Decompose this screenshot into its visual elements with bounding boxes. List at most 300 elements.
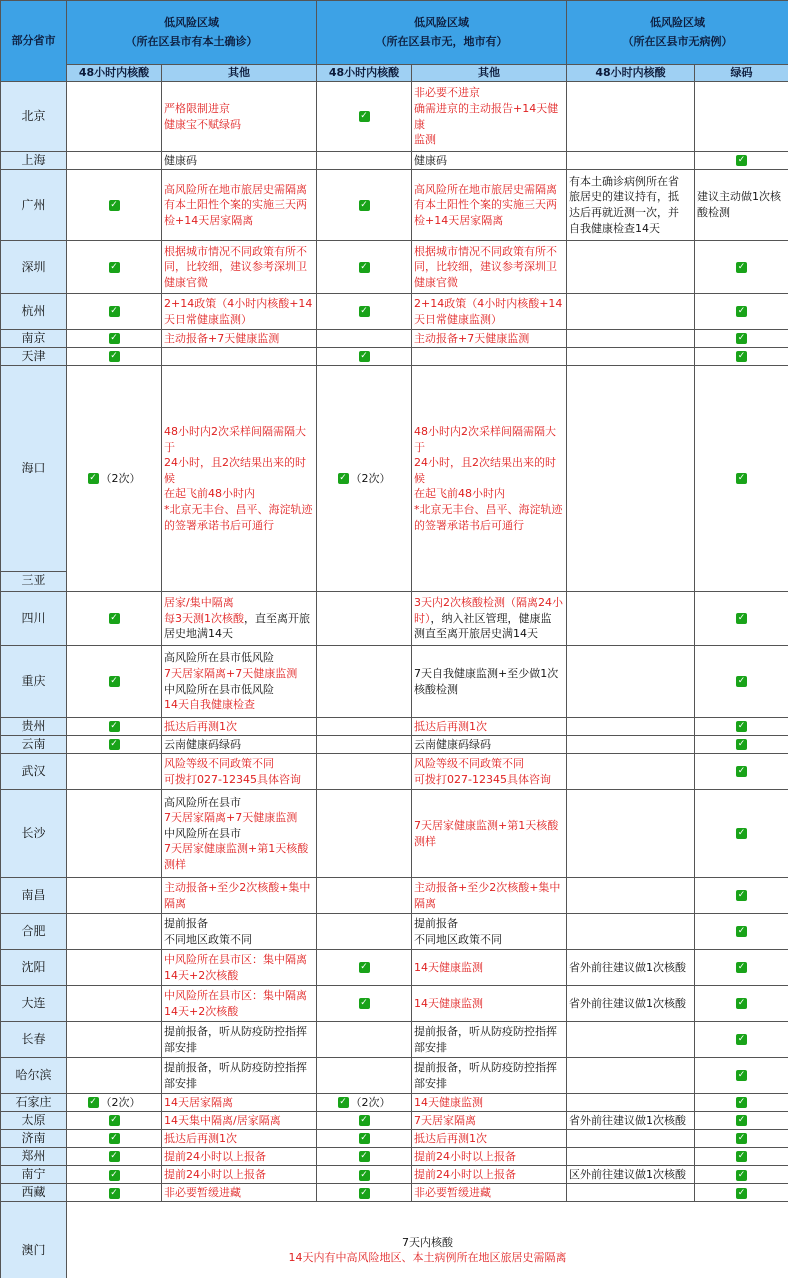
check-icon: ✓ (89, 1097, 97, 1108)
check-icon: ✓ (110, 721, 118, 732)
cell-text-line: 时），纳入社区管理，健康监 (414, 611, 552, 625)
check-icon: ✓ (737, 351, 746, 362)
check-icon: ✓ (360, 998, 368, 1009)
cell-nat-2: ✓ （2次） (317, 366, 412, 592)
check-icon: ✓ (360, 1133, 368, 1144)
subheader-nat-3: 48小时内核酸 (567, 65, 695, 82)
cell-other-1 (162, 790, 317, 878)
cell-text-line: 高风险所在县市 (164, 795, 241, 809)
cell-nat-2 (317, 170, 412, 241)
cell-text-line: 确需进京的主动报告+14天健康 (414, 101, 559, 131)
cell-nat-1 (67, 646, 162, 718)
cell-other-2 (412, 1058, 567, 1094)
cell-other-1 (162, 646, 317, 718)
cell-text-line: 酸检测 (697, 206, 730, 220)
table-row (1, 592, 788, 646)
cell-text-line: 可拨打027-12345具体咨询 (414, 772, 551, 786)
check-icon: ✓ (737, 766, 746, 777)
cell-text-line: 根据城市情况不同政策有所不 (164, 244, 307, 258)
cell-nat-1 (67, 736, 162, 754)
city-cell: 武汉 (1, 754, 67, 790)
check-icon: ✓ (737, 1169, 746, 1180)
city-cell: 南昌 (1, 878, 67, 914)
cell-nat-1 (67, 790, 162, 878)
cell-text-line: 旅居史的建议持有，抵 (569, 190, 679, 204)
city-cell: 海口 (1, 366, 67, 572)
cell-nat-2 (317, 986, 412, 1022)
cell-text-line: 抵达后再测1次 (164, 1131, 237, 1145)
cell-text-line: 高风险所在地市旅居史需隔离 (164, 182, 307, 196)
cell-nat-2 (317, 718, 412, 736)
table-row (1, 294, 788, 330)
cell-text-line: 7天居家隔离+7天健康监测 (164, 667, 298, 681)
cell-text-line: 部安排 (164, 1076, 197, 1090)
check-icon: ✓ (110, 1151, 118, 1162)
cell-green-code (695, 646, 788, 718)
table-row (1, 718, 788, 736)
table-row (1, 241, 788, 294)
cell-text-line: 7天居家隔离+7天健康监测 (164, 811, 298, 825)
check-icon: ✓ (89, 473, 97, 484)
cell-nat-3 (567, 790, 695, 878)
cell-nat-3 (567, 1058, 695, 1094)
table-row (1, 736, 788, 754)
cell-other-1 (162, 914, 317, 950)
cell-nat-2 (317, 348, 412, 366)
cell-text-line: 健康码 (164, 153, 197, 167)
cell-text-line: 14天+2次核酸 (164, 1004, 239, 1018)
cell-text-line: 同，比较细，建议参考深圳卫 (164, 260, 307, 274)
cell-text-line: 中风险所在县市 (164, 826, 241, 840)
cell-other-2 (412, 152, 567, 170)
cell-text-line: 48小时内2次采样间隔需隔大于 (164, 424, 306, 454)
check-icon: ✓ (360, 306, 368, 317)
cell-text-line: 测样 (414, 834, 436, 848)
header-region: 部分省市 (1, 1, 67, 82)
cell-other-2 (412, 754, 567, 790)
cell-nat-1 (67, 986, 162, 1022)
cell-text-line: 提前24小时以上报备 (414, 1149, 516, 1163)
cell-other-1 (162, 152, 317, 170)
cell-text-line: 14天+2次核酸 (164, 968, 239, 982)
cell-nat-1 (67, 152, 162, 170)
check-icon: ✓ (339, 473, 347, 484)
cell-other-1 (162, 330, 317, 348)
city-cell: 合肥 (1, 914, 67, 950)
check-icon: ✓ (360, 1115, 368, 1126)
cell-text-line: 14天健康监测 (414, 996, 483, 1010)
city-cell: 贵州 (1, 718, 67, 736)
city-cell: 长春 (1, 1022, 67, 1058)
cell-text-line: 7天自我健康监测+至少做1次 (414, 667, 559, 681)
cell-nat-1 (67, 1166, 162, 1184)
cell-nat-2 (317, 1058, 412, 1094)
check-icon: ✓ (360, 1169, 368, 1180)
check-icon: ✓ (360, 962, 368, 973)
cell-text-line: 提前报备 (164, 917, 208, 931)
cell-text-line: 测直至离开旅居史满14天 (414, 627, 538, 641)
cell-other-2 (412, 294, 567, 330)
cell-text-line: 抵达后再测1次 (164, 719, 237, 733)
cell-other-1 (162, 986, 317, 1022)
cell-nat-3 (567, 241, 695, 294)
table-body-macau (1, 1202, 788, 1278)
cell-nat-2 (317, 1112, 412, 1130)
cell-text-line: 提前24小时以上报备 (414, 1168, 516, 1182)
cell-other-2 (412, 718, 567, 736)
check-icon: ✓ (110, 739, 118, 750)
cell-text-line: 主动报备+至少2次核酸+集中 (164, 881, 311, 895)
cell-text-line: 部安排 (164, 1040, 197, 1054)
check-icon: ✓ (737, 1151, 746, 1162)
check-icon: ✓ (737, 1133, 746, 1144)
table-row (1, 1166, 788, 1184)
cell-nat-2 (317, 790, 412, 878)
cell-text-line: 中风险所在县市低风险 (164, 682, 274, 696)
check-icon: ✓ (110, 1187, 118, 1198)
cell-text-line: 不同地区政策不同 (414, 932, 502, 946)
city-cell: 西藏 (1, 1184, 67, 1202)
cell-other-2 (412, 736, 567, 754)
cell-nat-3 (567, 82, 695, 152)
cell-text-line: 3天内2次核酸检测（隔离24小 (414, 596, 563, 610)
cell-text-line: 主动报备+7天健康监测 (164, 331, 280, 345)
cell-text-line: 抵达后再测1次 (414, 1131, 487, 1145)
cell-green-code (695, 1022, 788, 1058)
cell-text-line: 天日常健康监测） (164, 312, 252, 326)
check-icon: ✓ (110, 199, 118, 210)
table-row (1, 878, 788, 914)
cell-nat-2 (317, 646, 412, 718)
check-icon: ✓ (737, 261, 746, 272)
check-icon: ✓ (339, 1097, 347, 1108)
header-group-2: 低风险区域 （所在区县市无，地市有） (317, 1, 567, 65)
cell-green-code (695, 790, 788, 878)
cell-text-line: 提前报备，听从防疫防控指挥 (164, 1061, 307, 1075)
cell-nat-3 (567, 646, 695, 718)
cell-text-line: 2+14政策（4小时内核酸+14 (414, 296, 563, 310)
cell-nat-3 (567, 592, 695, 646)
table-row (1, 348, 788, 366)
table-row (1, 1184, 788, 1202)
cell-text-line: 隔离 (164, 896, 186, 910)
check-icon: ✓ (110, 1133, 118, 1144)
check-icon: ✓ (110, 613, 118, 624)
cell-nat-3 (567, 914, 695, 950)
cell-text-line: 根据城市情况不同政策有所不 (414, 244, 557, 258)
check-icon: ✓ (360, 1187, 368, 1198)
city-cell: 上海 (1, 152, 67, 170)
cell-text-line: 7天居家隔离 (414, 1113, 476, 1127)
cell-nat-3 (567, 718, 695, 736)
cell-green-code (695, 592, 788, 646)
city-cell: 深圳 (1, 241, 67, 294)
cell-text-line: 高风险所在地市旅居史需隔离 (414, 182, 557, 196)
city-cell: 澳门 (1, 1202, 67, 1278)
cell-text-line: 提前报备，听从防疫防控指挥 (164, 1025, 307, 1039)
cell-other-1 (162, 1184, 317, 1202)
cell-other-2 (412, 241, 567, 294)
cell-nat-1 (67, 1022, 162, 1058)
cell-nat-2 (317, 82, 412, 152)
cell-green-code (695, 950, 788, 986)
cell-nat-3 (567, 1166, 695, 1184)
city-cell: 重庆 (1, 646, 67, 718)
table-row (1, 986, 788, 1022)
table-row (1, 170, 788, 241)
check-icon: ✓ (110, 261, 118, 272)
cell-other-1 (162, 1022, 317, 1058)
check-icon: ✓ (110, 306, 118, 317)
check-icon: ✓ (360, 111, 368, 122)
cell-nat-1 (67, 330, 162, 348)
cell-nat-2 (317, 152, 412, 170)
cell-other-1 (162, 878, 317, 914)
check-icon: ✓ (737, 998, 746, 1009)
city-cell: 南宁 (1, 1166, 67, 1184)
cell-text-line: 中风险所在县市区：集中隔离 (164, 953, 307, 967)
cell-text-line: 有本土确诊病例所在省 (569, 174, 679, 188)
cell-nat-1 (67, 170, 162, 241)
cell-other-1 (162, 754, 317, 790)
city-cell: 哈尔滨 (1, 1058, 67, 1094)
check-icon: ✓ (737, 306, 746, 317)
table-row (1, 1058, 788, 1094)
subheader-other-2: 其他 (412, 65, 567, 82)
cell-text-line: 区外前往建议做1次核酸 (569, 1168, 686, 1182)
cell-other-1 (162, 1166, 317, 1184)
cell-nat-3 (567, 170, 695, 241)
cell-nat-1 (67, 1184, 162, 1202)
cell-text-line: 不同地区政策不同 (164, 932, 252, 946)
cell-text-line: 健康宝不赋绿码 (164, 117, 241, 131)
cell-nat-1 (67, 718, 162, 736)
cell-green-code (695, 348, 788, 366)
cell-nat-2 (317, 1166, 412, 1184)
cell-text-line: 风险等级不同政策不同 (414, 757, 524, 771)
cell-nat-3 (567, 754, 695, 790)
cell-text-line: 提前报备，听从防疫防控指挥 (414, 1061, 557, 1075)
table-row (1, 82, 788, 152)
cell-green-code (695, 1184, 788, 1202)
cell-green-code (695, 170, 788, 241)
cell-text-line: 健康官微 (414, 275, 458, 289)
cell-other-2 (412, 1184, 567, 1202)
cell-text-line: 7天居家健康监测+第1天核酸 (414, 819, 559, 833)
cell-green-code (695, 914, 788, 950)
cell-text-line: 健康官微 (164, 275, 208, 289)
cell-text-line: 居史地满14天 (164, 627, 233, 641)
cell-text-line: 健康码 (414, 153, 447, 167)
cell-other-2 (412, 1094, 567, 1112)
check-icon: ✓ (737, 721, 746, 732)
city-cell: 济南 (1, 1130, 67, 1148)
cell-text-line: 建议主动做1次核 (697, 190, 781, 204)
cell-text-line: 非必要不进京 (414, 86, 480, 100)
cell-other-1 (162, 1112, 317, 1130)
cell-other-2 (412, 790, 567, 878)
cell-green-code (695, 241, 788, 294)
cell-nat-3 (567, 366, 695, 592)
cell-nat-1 (67, 294, 162, 330)
check-icon: ✓ (110, 333, 118, 344)
cell-text-line: 测样 (164, 858, 186, 872)
cell-green-code (695, 82, 788, 152)
cell-text-line: 在起飞前48小时内 (164, 487, 255, 501)
cell-text-line: 提前报备，听从防疫防控指挥 (414, 1025, 557, 1039)
subheader-other-1: 其他 (162, 65, 317, 82)
cell-green-code (695, 986, 788, 1022)
cell-text-line: 主动报备+至少2次核酸+集中 (414, 881, 561, 895)
cell-nat-1 (67, 1148, 162, 1166)
cell-other-2 (412, 1112, 567, 1130)
city-cell: 天津 (1, 348, 67, 366)
cell-text-line: 非必要暂缓进藏 (164, 1186, 241, 1200)
cell-text-line: 隔离 (414, 896, 436, 910)
cell-other-2 (412, 914, 567, 950)
cell-other-1 (162, 1058, 317, 1094)
city-cell: 北京 (1, 82, 67, 152)
check-icon: ✓ (737, 473, 746, 484)
cell-text-line: 可拨打027-12345具体咨询 (164, 772, 301, 786)
city-cell: 广州 (1, 170, 67, 241)
cell-green-code (695, 1148, 788, 1166)
cell-other-2 (412, 1130, 567, 1148)
cell-nat-2 (317, 1130, 412, 1148)
city-cell: 杭州 (1, 294, 67, 330)
cell-text-line: 达后再就近测一次，并 (569, 206, 679, 220)
cell-text-line: 抵达后再测1次 (414, 719, 487, 733)
cell-nat-1: ✓ （2次） (67, 1094, 162, 1112)
city-cell: 沈阳 (1, 950, 67, 986)
cell-text-line: 48小时内2次采样间隔需隔大于 (414, 424, 556, 454)
cell-other-2 (412, 1166, 567, 1184)
subheader-nat-2: 48小时内核酸 (317, 65, 412, 82)
cell-nat-3 (567, 1022, 695, 1058)
cell-other-2 (412, 592, 567, 646)
cell-other-2 (412, 82, 567, 152)
cell-nat-2 (317, 294, 412, 330)
cell-other-2 (412, 170, 567, 241)
cell-nat-3 (567, 294, 695, 330)
cell-text-line: 同，比较细，建议参考深圳卫 (414, 260, 557, 274)
cell-text-line: 风险等级不同政策不同 (164, 757, 274, 771)
cell-text-line: 云南健康码绿码 (164, 737, 241, 751)
check-icon: ✓ (737, 1187, 746, 1198)
cell-nat-1 (67, 82, 162, 152)
cell-nat-2 (317, 592, 412, 646)
cell-nat-1 (67, 754, 162, 790)
cell-text-line: 每3天测1次核酸，直至离开旅 (164, 611, 310, 625)
cell-other-2 (412, 1148, 567, 1166)
check-icon: ✓ (737, 828, 746, 839)
check-icon: ✓ (737, 962, 746, 973)
cell-text-line: 检+14天居家隔离 (414, 213, 504, 227)
cell-nat-1 (67, 241, 162, 294)
cell-text-line: 核酸检测 (414, 682, 458, 696)
cell-other-2 (412, 646, 567, 718)
cell-nat-3 (567, 348, 695, 366)
cell-green-code (695, 152, 788, 170)
header-group-3: 低风险区域 （所在区县市无病例） (567, 1, 788, 65)
check-icon: ✓ (737, 926, 746, 937)
cell-nat-3 (567, 330, 695, 348)
cell-text-line: *北京无丰台、昌平、海淀轨迹 (164, 503, 313, 517)
cell-nat-3 (567, 950, 695, 986)
table-row (1, 1148, 788, 1166)
cell-text-line: 的签署承诺书后可通行 (414, 518, 524, 532)
cell-text-line: 2+14政策（4小时内核酸+14 (164, 296, 313, 310)
cell-green-code (695, 736, 788, 754)
cell-nat-2 (317, 736, 412, 754)
city-cell: 四川 (1, 592, 67, 646)
cell-text-line: 省外前往建议做1次核酸 (569, 960, 686, 974)
cell-text-line: 24小时，且2次结果出来的时候 (414, 456, 556, 485)
cell-nat-2 (317, 754, 412, 790)
subheader-nat-1: 48小时内核酸 (67, 65, 162, 82)
cell-text-line: 提前报备 (414, 917, 458, 931)
check-icon: ✓ (110, 1169, 118, 1180)
cell-text-line: 有本土阳性个案的实施三天两 (414, 198, 557, 212)
cell-nat-2 (317, 1022, 412, 1058)
cell-text-line: 14天居家隔离 (164, 1095, 233, 1109)
cell-text-line: 有本土阳性个案的实施三天两 (164, 198, 307, 212)
table-row (1, 330, 788, 348)
check-icon: ✓ (110, 676, 118, 687)
table-body-hainan (1, 366, 788, 592)
cell-text-line: *北京无丰台、昌平、海淀轨迹 (414, 503, 563, 517)
cell-other-2 (412, 366, 567, 592)
check-icon: ✓ (737, 890, 746, 901)
cell-nat-1 (67, 348, 162, 366)
cell-text-line: 天日常健康监测） (414, 312, 502, 326)
check-icon: ✓ (110, 351, 118, 362)
cell-text-line: 7天居家健康监测+第1天核酸 (164, 842, 309, 856)
table-row (1, 790, 788, 878)
city-cell: 三亚 (1, 572, 67, 592)
cell-other-1 (162, 736, 317, 754)
cell-green-code (695, 366, 788, 592)
cell-green-code (695, 1058, 788, 1094)
table-row (1, 950, 788, 986)
cell-nat-3 (567, 986, 695, 1022)
cell-nat-3 (567, 878, 695, 914)
table-row (1, 1022, 788, 1058)
cell-green-code (695, 1166, 788, 1184)
cell-text-line: 部安排 (414, 1076, 447, 1090)
cell-text-line: 14天集中隔离/居家隔离 (164, 1113, 281, 1127)
cell-other-1 (162, 1094, 317, 1112)
table-row (1, 914, 788, 950)
cell-text-line: 检+14天居家隔离 (164, 213, 254, 227)
cell-nat-2 (317, 241, 412, 294)
cell-nat-2 (317, 950, 412, 986)
cell-green-code (695, 878, 788, 914)
cell-nat-1 (67, 878, 162, 914)
table-row (1, 1130, 788, 1148)
cell-other-1 (162, 592, 317, 646)
cell-nat-2 (317, 1148, 412, 1166)
cell-nat-1 (67, 950, 162, 986)
cell-nat-1 (67, 592, 162, 646)
cell-green-code (695, 718, 788, 736)
cell-nat-2: ✓ （2次） (317, 1094, 412, 1112)
cell-text-line: 14天健康监测 (414, 960, 483, 974)
cell-text-line: 严格限制进京 (164, 101, 230, 115)
table-body-bottom (1, 592, 788, 1202)
city-cell: 太原 (1, 1112, 67, 1130)
cell-text-line: 主动报备+7天健康监测 (414, 331, 530, 345)
